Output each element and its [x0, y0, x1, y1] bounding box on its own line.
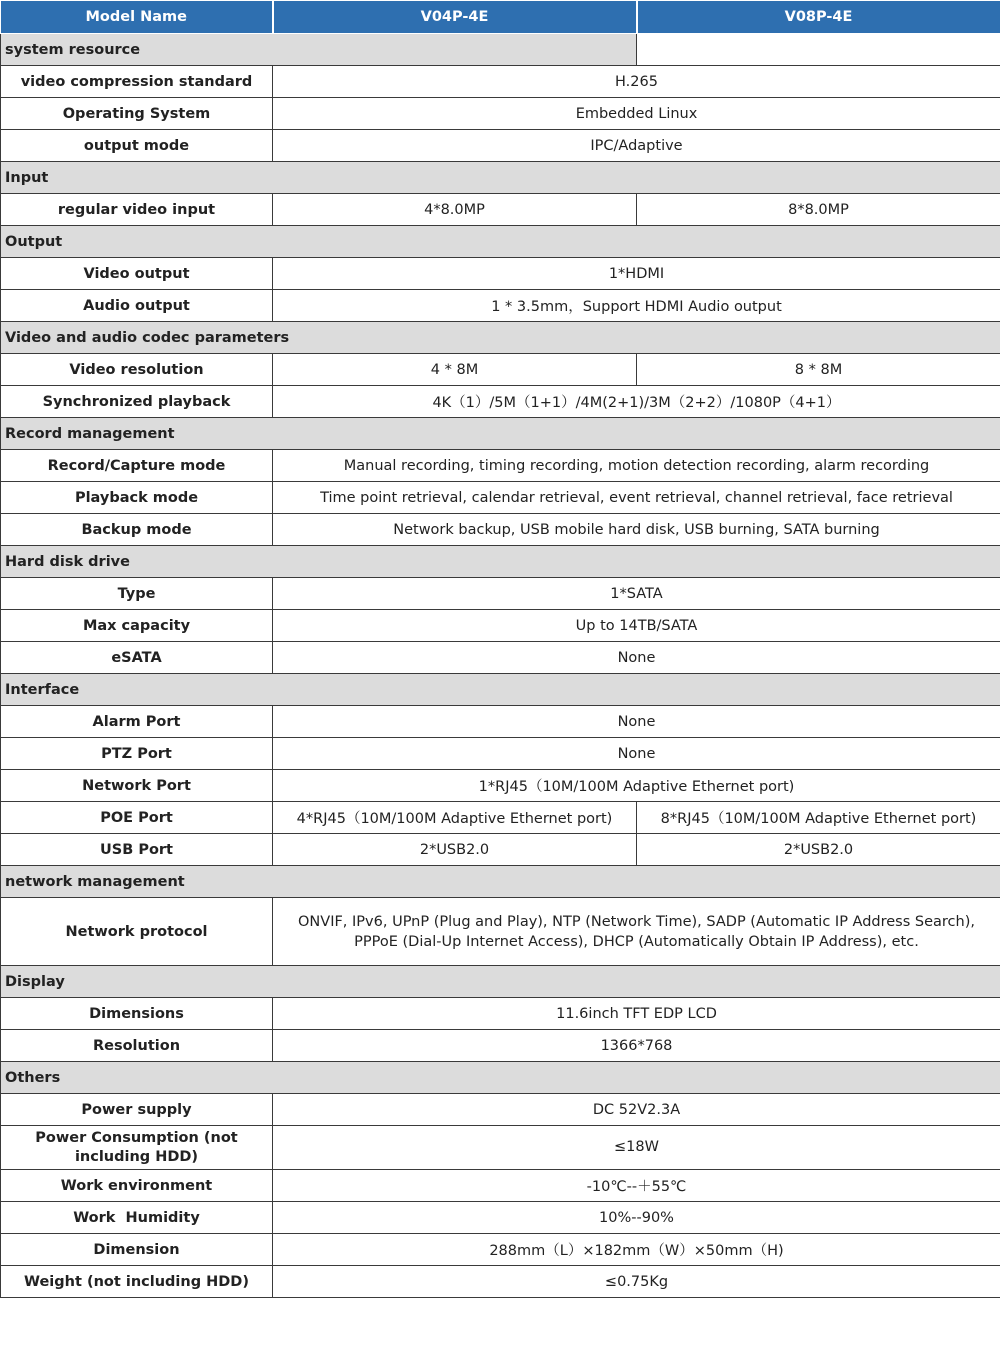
row-value: 10%--90%: [273, 1202, 1000, 1234]
table-row: [1, 130, 1000, 162]
row-label: POE Port: [1, 802, 273, 834]
table-row: [1, 386, 1000, 418]
row-label: Resolution: [1, 1030, 273, 1062]
row-value: 288mm（L）×182mm（W）×50mm（H): [273, 1234, 1000, 1266]
row-label: Video output: [1, 258, 273, 290]
section-title-others: Others: [1, 1062, 1000, 1094]
section-title-hdd: Hard disk drive: [1, 546, 1000, 578]
row-label: Backup mode: [1, 514, 273, 546]
section-title-network: network management: [1, 866, 1000, 898]
row-label: Audio output: [1, 290, 273, 322]
row-label: Dimensions: [1, 998, 273, 1030]
row-label: Dimension: [1, 1234, 273, 1266]
row-value: H.265: [273, 66, 1000, 98]
row-value: None: [273, 706, 1000, 738]
row-value: 1 * 3.5mm，Support HDMI Audio output: [273, 290, 1000, 322]
row-value: 1*HDMI: [273, 258, 1000, 290]
table-row: [1, 610, 1000, 642]
row-label: Video resolution: [1, 354, 273, 386]
row-label: Power Consumption (not including HDD): [1, 1126, 273, 1170]
header-row: [1, 1, 1000, 34]
table-row: [1, 578, 1000, 610]
row-label: USB Port: [1, 834, 273, 866]
table-row: [1, 802, 1000, 834]
section-title-system-resource: system resource: [1, 34, 637, 66]
table-row: [1, 258, 1000, 290]
header-model-name: Model Name: [1, 1, 273, 34]
section-row: [1, 162, 1000, 194]
table-row: [1, 290, 1000, 322]
row-value-v04p: 4*RJ45（10M/100M Adaptive Ethernet port): [273, 802, 637, 834]
section-title-display: Display: [1, 966, 1000, 998]
row-value: ONVIF, IPv6, UPnP (Plug and Play), NTP (Network Time), SADP (Automatic IP Address Search), PPPoE (Dial-Up Internet Access), DHCP (Automatically Obtain IP Address), etc.: [273, 898, 1000, 966]
table-row: [1, 1202, 1000, 1234]
section-row: [1, 226, 1000, 258]
table-row: [1, 1094, 1000, 1126]
row-label: Alarm Port: [1, 706, 273, 738]
row-value-v04p: 2*USB2.0: [273, 834, 637, 866]
row-value: 1366*768: [273, 1030, 1000, 1062]
section-title-interface: Interface: [1, 674, 1000, 706]
row-value: Up to 14TB/SATA: [273, 610, 1000, 642]
row-label: PTZ Port: [1, 738, 273, 770]
table-row: [1, 450, 1000, 482]
header-model-v08p: V08P-4E: [637, 1, 1000, 34]
table-row: [1, 1266, 1000, 1298]
table-row: [1, 1170, 1000, 1202]
row-label: output mode: [1, 130, 273, 162]
row-label: eSATA: [1, 642, 273, 674]
table-row: [1, 1030, 1000, 1062]
table-row: [1, 354, 1000, 386]
table-row: [1, 1234, 1000, 1266]
row-value: 1*SATA: [273, 578, 1000, 610]
table-row: [1, 194, 1000, 226]
row-label: Operating System: [1, 98, 273, 130]
row-value-v08p: 8*RJ45（10M/100M Adaptive Ethernet port): [637, 802, 1000, 834]
row-value-v08p: 8 * 8M: [637, 354, 1000, 386]
row-value: IPC/Adaptive: [273, 130, 1000, 162]
row-value-v04p: 4*8.0MP: [273, 194, 637, 226]
table-row: [1, 482, 1000, 514]
row-value: -10℃--＋55℃: [273, 1170, 1000, 1202]
row-label: Weight (not including HDD): [1, 1266, 273, 1298]
section-row: [1, 34, 1000, 66]
table-row: [1, 738, 1000, 770]
row-label: Work environment: [1, 1170, 273, 1202]
row-value: ≤0.75Kg: [273, 1266, 1000, 1298]
row-value: 4K（1）/5M（1+1）/4M(2+1)/3M（2+2）/1080P（4+1）: [273, 386, 1000, 418]
section-row: [1, 322, 1000, 354]
row-value: Manual recording, timing recording, motion detection recording, alarm recording: [273, 450, 1000, 482]
row-value-v08p: 2*USB2.0: [637, 834, 1000, 866]
section-row: [1, 418, 1000, 450]
row-value: 11.6inch TFT EDP LCD: [273, 998, 1000, 1030]
table-row: [1, 98, 1000, 130]
section-row: [1, 966, 1000, 998]
row-value: None: [273, 738, 1000, 770]
table-row: [1, 642, 1000, 674]
row-label: Synchronized playback: [1, 386, 273, 418]
section-title-input: Input: [1, 162, 1000, 194]
table-row: [1, 770, 1000, 802]
row-label: Max capacity: [1, 610, 273, 642]
row-value-v04p: 4 * 8M: [273, 354, 637, 386]
table-row: [1, 706, 1000, 738]
table-row: [1, 1126, 1000, 1170]
section-row: [1, 674, 1000, 706]
section-row: [1, 866, 1000, 898]
section-title-record: Record management: [1, 418, 1000, 450]
table-row: [1, 66, 1000, 98]
section-title-output: Output: [1, 226, 1000, 258]
row-value-v08p: 8*8.0MP: [637, 194, 1000, 226]
section-title-codec: Video and audio codec parameters: [1, 322, 1000, 354]
section-row: [1, 1062, 1000, 1094]
row-value: Embedded Linux: [273, 98, 1000, 130]
table-row: [1, 898, 1000, 966]
row-label: Type: [1, 578, 273, 610]
header-model-v04p: V04P-4E: [273, 1, 637, 34]
row-label: regular video input: [1, 194, 273, 226]
row-label: Playback mode: [1, 482, 273, 514]
row-value: Network backup, USB mobile hard disk, USB burning, SATA burning: [273, 514, 1000, 546]
row-label: Power supply: [1, 1094, 273, 1126]
row-label: Work Humidity: [1, 1202, 273, 1234]
table-row: [1, 998, 1000, 1030]
table-row: [1, 834, 1000, 866]
row-value: ≤18W: [273, 1126, 1000, 1170]
row-value: DC 52V2.3A: [273, 1094, 1000, 1126]
row-value: 1*RJ45（10M/100M Adaptive Ethernet port): [273, 770, 1000, 802]
row-value: Time point retrieval, calendar retrieval, event retrieval, channel retrieval, face retrieval: [273, 482, 1000, 514]
table-row: [1, 514, 1000, 546]
row-value: None: [273, 642, 1000, 674]
section-row: [1, 546, 1000, 578]
row-label: video compression standard: [1, 66, 273, 98]
section-blank-cell: [637, 34, 1000, 66]
row-label: Network protocol: [1, 898, 273, 966]
row-label: Record/Capture mode: [1, 450, 273, 482]
row-label: Network Port: [1, 770, 273, 802]
